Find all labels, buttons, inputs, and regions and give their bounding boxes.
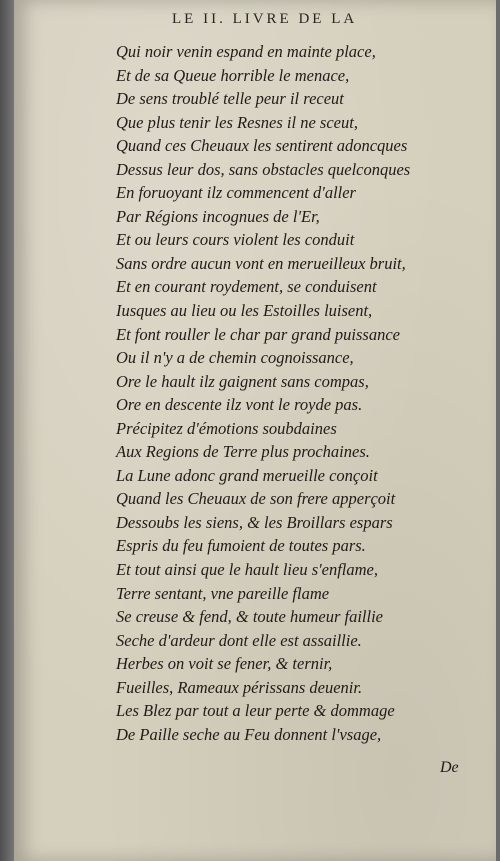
verse-line: Ore le hault ilz gaignent sans compas, xyxy=(116,371,369,391)
verse-line: Précipitez d'émotions soubdaines xyxy=(116,418,337,438)
verse-line: Que plus tenir les Resnes il ne sceut, xyxy=(116,112,358,132)
verse-block xyxy=(116,40,476,746)
verse-line: Et font rouller le char par grand puissance xyxy=(116,324,400,344)
verse-line: Espris du feu fumoient de toutes pars. xyxy=(116,536,366,556)
verse-line: Terre sentant, vne pareille flame xyxy=(116,583,330,603)
verse-line: Fueilles, Rameaux périssans deuenir. xyxy=(116,677,363,697)
verse-line: Quand les Cheuaux de son frere apperçoit xyxy=(116,489,396,509)
verse-line: Qui noir venin espand en mainte place, xyxy=(116,42,376,61)
running-head: LE II. LIVRE DE LA xyxy=(172,11,358,27)
verse-line: Dessus leur dos, sans obstacles quelconques xyxy=(116,159,411,179)
verse-line: Sans ordre aucun vont en merueilleux bruit, xyxy=(116,253,406,273)
verse-line: Et en courant roydement, se conduisent xyxy=(116,277,377,297)
catchword: De xyxy=(440,759,459,776)
verse-line: Ore en descente ilz vont le royde pas. xyxy=(116,395,363,415)
verse-line: Et de sa Queue horrible le menace, xyxy=(116,65,350,85)
verse-line: Herbes on voit se fener, & ternir, xyxy=(116,654,333,674)
book-gutter-shadow xyxy=(0,0,14,861)
verse-line: Seche d'ardeur dont elle est assaillie. xyxy=(116,630,362,650)
verse-line: Et tout ainsi que le hault lieu s'enflame, xyxy=(116,560,378,580)
verse-line: De Paille seche au Feu donnent l'vsage, xyxy=(116,724,382,744)
verse-line: Ou il n'y a de chemin cognoissance, xyxy=(116,348,354,368)
verse-line: Se creuse & fend, & toute humeur faillie xyxy=(116,607,383,627)
verse-line: Iusques au lieu ou les Estoilles luisent, xyxy=(116,301,373,321)
verse-line: En foruoyant ilz commencent d'aller xyxy=(116,183,356,203)
verse-line: Et ou leurs cours violent les conduit xyxy=(116,230,355,250)
verse-line: Par Régions incognues de l'Er, xyxy=(116,206,320,226)
verse-line: De sens troublé telle peur il receut xyxy=(116,89,344,109)
book-page xyxy=(14,0,496,861)
verse-line: La Lune adonc grand merueille conçoit xyxy=(116,465,378,485)
verse-line: Les Blez par tout a leur perte & dommage xyxy=(116,701,395,721)
verse-line: Quand ces Cheuaux les sentirent adoncques xyxy=(116,136,408,156)
verse-line: Dessoubs les siens, & les Broillars espars xyxy=(116,512,393,532)
verse-line: Aux Regions de Terre plus prochaines. xyxy=(116,442,370,462)
